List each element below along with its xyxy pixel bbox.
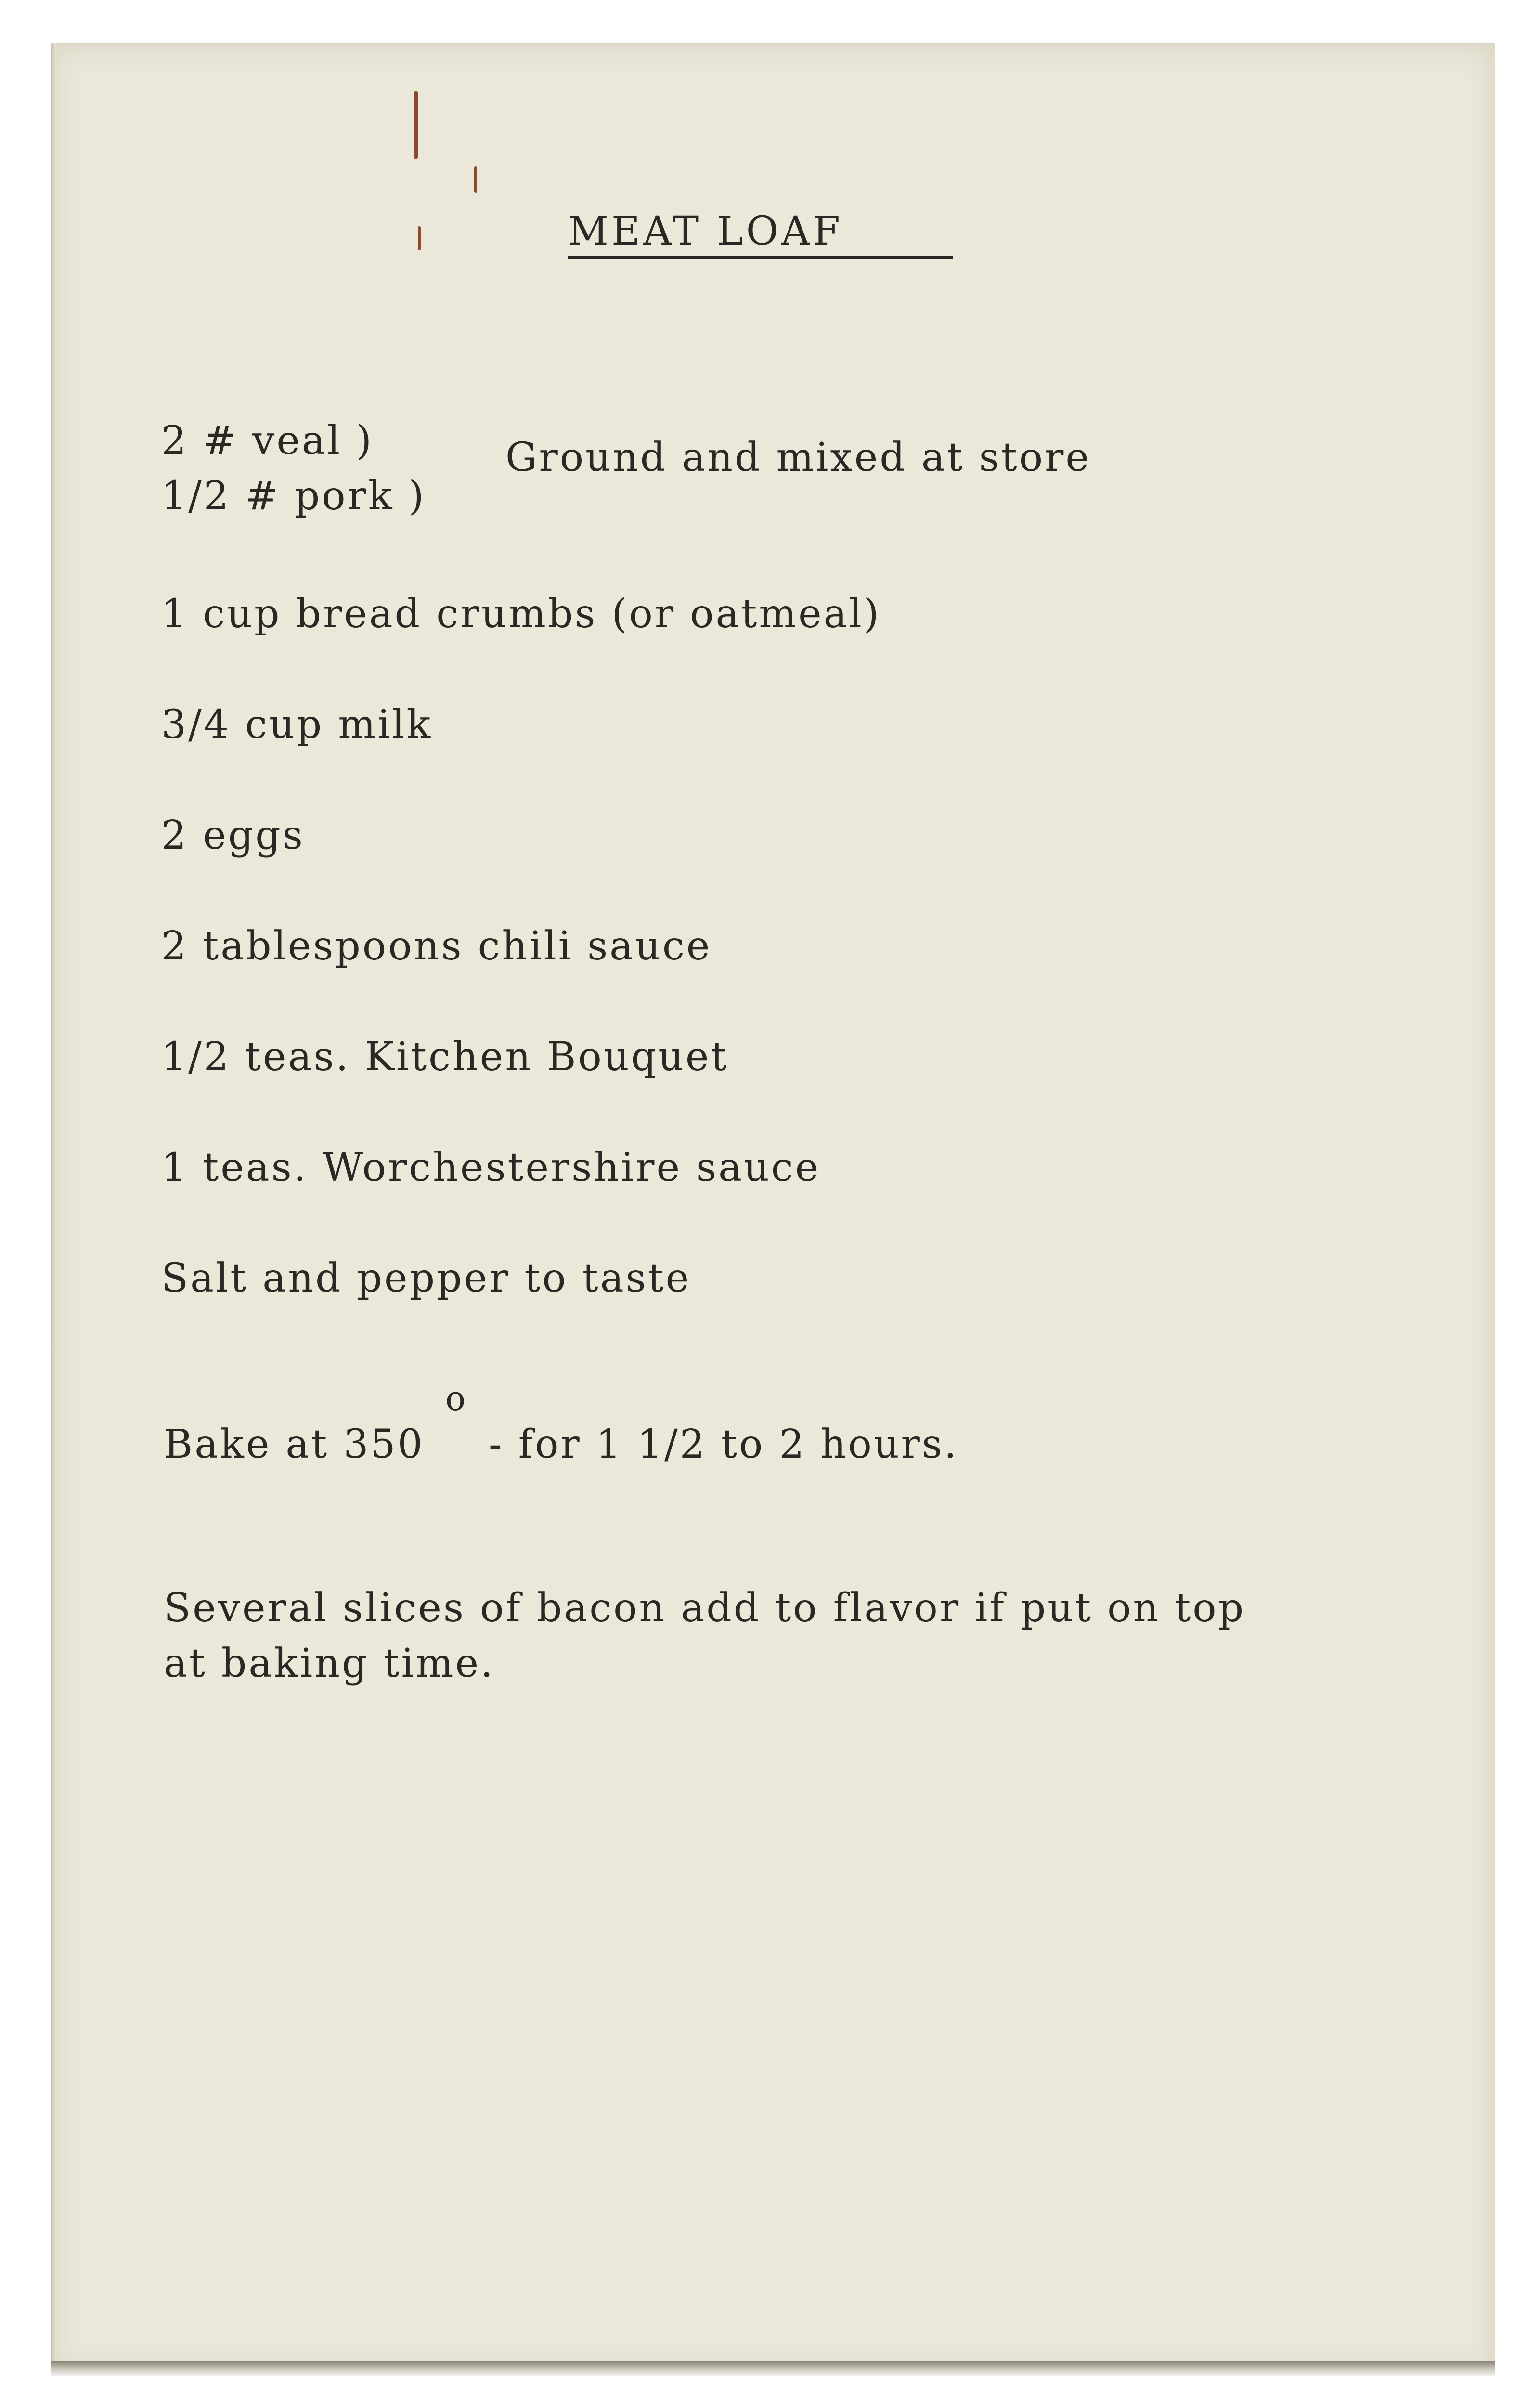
recipe-title: MEAT LOAF xyxy=(568,208,843,254)
rust-mark xyxy=(474,166,477,193)
bacon-note-line-2: at baking time. xyxy=(164,1641,495,1686)
degree-mark: o xyxy=(445,1379,468,1418)
meat-line-veal: 2 # veal ) xyxy=(161,418,374,464)
ingredient-worchestershire: 1 teas. Worchestershire sauce xyxy=(161,1145,821,1191)
title-underline xyxy=(568,256,953,259)
bacon-note-line-1: Several slices of bacon add to flavor if put on top xyxy=(164,1585,1246,1631)
rust-mark xyxy=(418,226,421,250)
recipe-sheet xyxy=(51,43,1495,2374)
meat-note: Ground and mixed at store xyxy=(505,435,1091,480)
ingredient-eggs: 2 eggs xyxy=(161,813,305,858)
ingredient-chili-sauce: 2 tablespoons chili sauce xyxy=(161,923,712,969)
rust-mark xyxy=(414,91,418,159)
bake-instruction: Bake at 350 xyxy=(164,1422,425,1467)
sheet-bottom-edge xyxy=(51,2361,1495,2376)
ingredient-milk: 3/4 cup milk xyxy=(161,702,433,748)
ingredient-bread-crumbs: 1 cup bread crumbs (or oatmeal) xyxy=(161,591,881,637)
ingredient-kitchen-bouquet: 1/2 teas. Kitchen Bouquet xyxy=(161,1034,729,1080)
sheet-edge xyxy=(51,43,56,2373)
bake-duration: - for 1 1/2 to 2 hours. xyxy=(489,1422,958,1467)
ingredient-salt-pepper: Salt and pepper to taste xyxy=(161,1255,691,1301)
meat-line-pork: 1/2 # pork ) xyxy=(161,473,426,519)
